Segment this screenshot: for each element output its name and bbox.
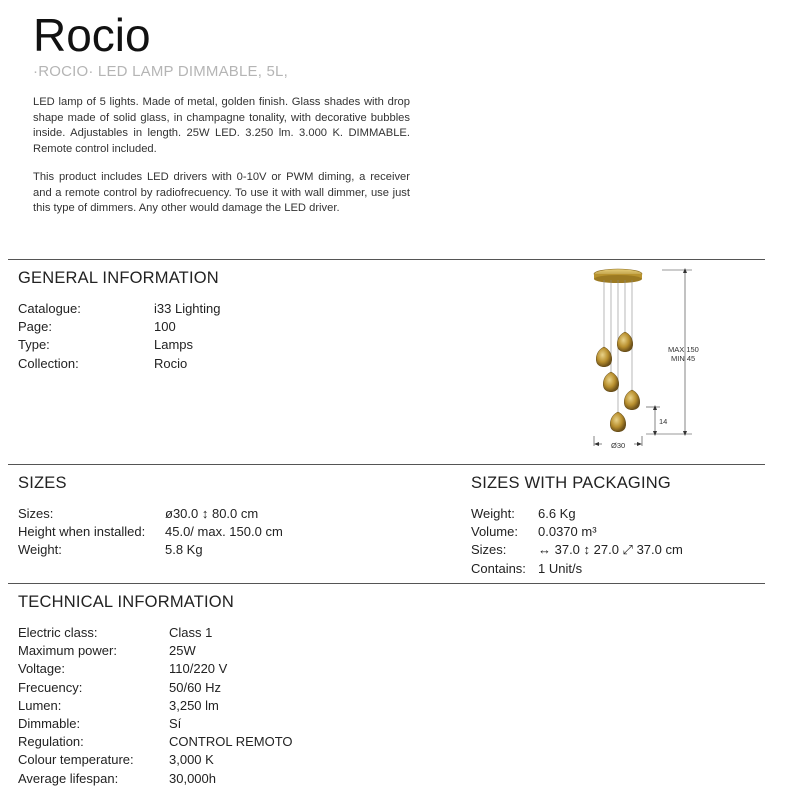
sizes-label: Sizes:	[18, 506, 54, 521]
technical-row	[18, 679, 418, 697]
sizes-value: 45.0/ max. 150.0 cm	[165, 524, 283, 540]
sizes-row	[18, 505, 458, 523]
general-row-type	[18, 336, 318, 354]
packaging-label: Volume:	[471, 524, 518, 540]
technical-label: Colour temperature:	[18, 752, 134, 768]
divider-general	[8, 259, 765, 260]
general-row-page	[18, 318, 318, 336]
sizes-value: 5.8 Kg	[165, 542, 203, 558]
technical-label: Average lifespan:	[18, 770, 119, 786]
shade-height-label: 14	[659, 417, 668, 426]
technical-label: Electric class:	[18, 625, 98, 640]
technical-row	[18, 642, 418, 660]
general-label: Catalogue:	[18, 301, 81, 316]
sizes-row	[18, 523, 458, 541]
technical-row	[18, 697, 418, 715]
technical-heading: TECHNICAL INFORMATION	[18, 593, 234, 611]
diameter-label: Ø30	[611, 441, 626, 450]
height-label-max: MAX 150	[668, 345, 699, 354]
height-label-min: MIN 45	[671, 354, 696, 363]
sizes-label: Height when installed:	[18, 524, 146, 540]
technical-row	[18, 733, 418, 751]
packaging-row	[471, 541, 771, 559]
technical-value: 25W	[169, 643, 196, 659]
packaging-label: Contains:	[471, 560, 526, 576]
packaging-list	[471, 505, 771, 578]
technical-row	[18, 660, 418, 678]
description-paragraph-1: LED lamp of 5 lights. Made of metal, golden finish. Glass shades with drop shape made of solid glass, in champagne tonality, with decorative bubbles inside. Adjustables in length. 25W LED. 3.250 lm. 3.000 K. DIMMABLE. Remote control included.	[33, 96, 410, 155]
description-paragraph-2: This product includes LED drivers with 0-10V or PWM diming, a receiver and a remote control by radiofrecuency. To use it with wall dimmer, use just this type of dimmers. Any other would damage the LED driver.	[33, 171, 410, 215]
general-heading: GENERAL INFORMATION	[18, 269, 219, 287]
sizes-label: Weight:	[18, 542, 62, 558]
sizes-row	[18, 541, 458, 559]
packaging-value: 6.6 Kg	[538, 506, 576, 521]
product-subtitle: ·ROCIO· LED LAMP DIMMABLE, 5L,	[33, 63, 288, 80]
technical-label: Dimmable:	[18, 715, 81, 731]
packaging-value: ↔ 37.0 ↕ 27.0 ⤢ 37.0 cm	[538, 542, 683, 558]
general-value: 100	[154, 319, 176, 335]
technical-value: Sí	[169, 715, 182, 731]
technical-label: Regulation:	[18, 734, 84, 750]
packaging-value: 1 Unit/s	[538, 560, 583, 576]
technical-label: Voltage:	[18, 661, 65, 677]
packaging-heading: SIZES WITH PACKAGING	[471, 474, 671, 492]
technical-value: 50/60 Hz	[169, 679, 222, 695]
technical-row	[18, 715, 418, 733]
technical-label: Lumen:	[18, 697, 62, 713]
general-value: i33 Lighting	[154, 301, 221, 316]
technical-row	[18, 770, 418, 788]
divider-sizes	[8, 464, 765, 465]
sizes-value: ø30.0 ↕ 80.0 cm	[165, 506, 259, 521]
technical-value: 3,250 lm	[169, 697, 219, 713]
general-list	[18, 300, 318, 373]
sizes-heading: SIZES	[18, 474, 67, 492]
packaging-label: Sizes:	[471, 542, 507, 558]
technical-value: 30,000h	[169, 770, 216, 786]
technical-label: Maximum power:	[18, 643, 117, 659]
technical-row	[18, 751, 418, 769]
technical-value: 3,000 K	[169, 752, 214, 768]
packaging-value: 0.0370 m³	[538, 524, 597, 540]
technical-value: 110/220 V	[169, 661, 228, 677]
technical-row	[18, 624, 418, 642]
divider-technical	[8, 583, 765, 584]
general-row-catalogue	[18, 300, 318, 318]
general-row-collection	[18, 355, 318, 373]
packaging-row	[471, 560, 771, 578]
general-label: Type:	[18, 337, 50, 353]
packaging-label: Weight:	[471, 506, 515, 521]
general-label: Page:	[18, 319, 52, 335]
glass-shades-shape	[596, 332, 639, 432]
product-title: Rocio	[33, 9, 151, 61]
lamp-dimension-diagram	[580, 262, 710, 462]
packaging-row	[471, 523, 771, 541]
packaging-row	[471, 505, 771, 523]
general-value: Rocio	[154, 355, 188, 371]
general-label: Collection:	[18, 355, 79, 371]
technical-value: Class 1	[169, 625, 213, 640]
technical-list	[18, 624, 418, 788]
technical-value: CONTROL REMOTO	[169, 734, 293, 750]
sizes-list	[18, 505, 458, 560]
general-value: Lamps	[154, 337, 194, 353]
technical-label: Frecuency:	[18, 679, 83, 695]
